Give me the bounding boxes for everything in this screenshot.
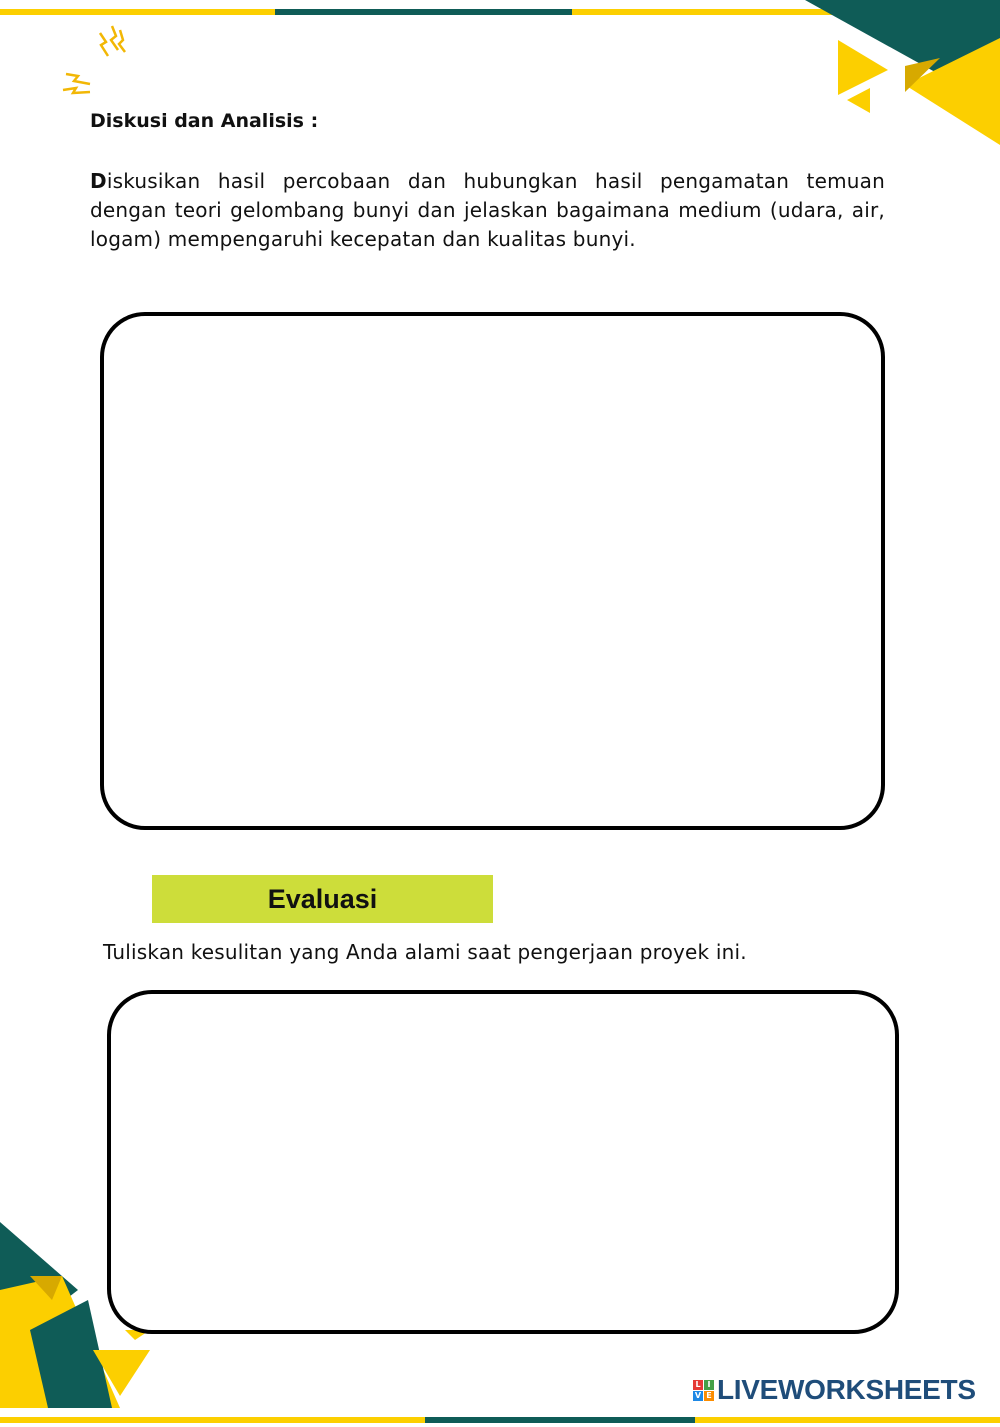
brand-name: LIVEWORKSHEETS <box>717 1374 976 1405</box>
logo-letter-l: L <box>693 1380 703 1390</box>
discussion-heading: Diskusi dan Analisis : <box>90 110 319 132</box>
liveworksheets-logo[interactable] <box>693 1374 976 1406</box>
logo-letter-e: E <box>704 1391 714 1401</box>
evaluation-answer-box[interactable] <box>107 990 899 1334</box>
bottom-stripe-graphic <box>0 1417 1000 1423</box>
instruction-lead-letter: D <box>90 169 107 193</box>
evaluation-prompt: Tuliskan kesulitan yang Anda alami saat pengerjaan proyek ini. <box>103 940 747 964</box>
liveworksheets-logo-icon <box>693 1380 714 1401</box>
top-right-triangles <box>805 0 1000 145</box>
logo-letter-i: I <box>704 1380 714 1390</box>
logo-letter-v: V <box>694 1390 702 1400</box>
discussion-answer-box[interactable] <box>100 312 885 830</box>
evaluation-banner <box>152 875 493 923</box>
evaluation-title: Evaluasi <box>267 883 378 914</box>
instruction-body: iskusikan hasil percobaan dan hubungkan hasil pengamatan temuan dengan teori gelombang bunyi dan jelaskan bagaimana medium (udara, air, logam) mempengaruhi kecepatan dan kualitas bunyi. <box>90 169 885 251</box>
lightning-sparks-icon <box>63 26 125 93</box>
discussion-instruction <box>90 167 885 254</box>
